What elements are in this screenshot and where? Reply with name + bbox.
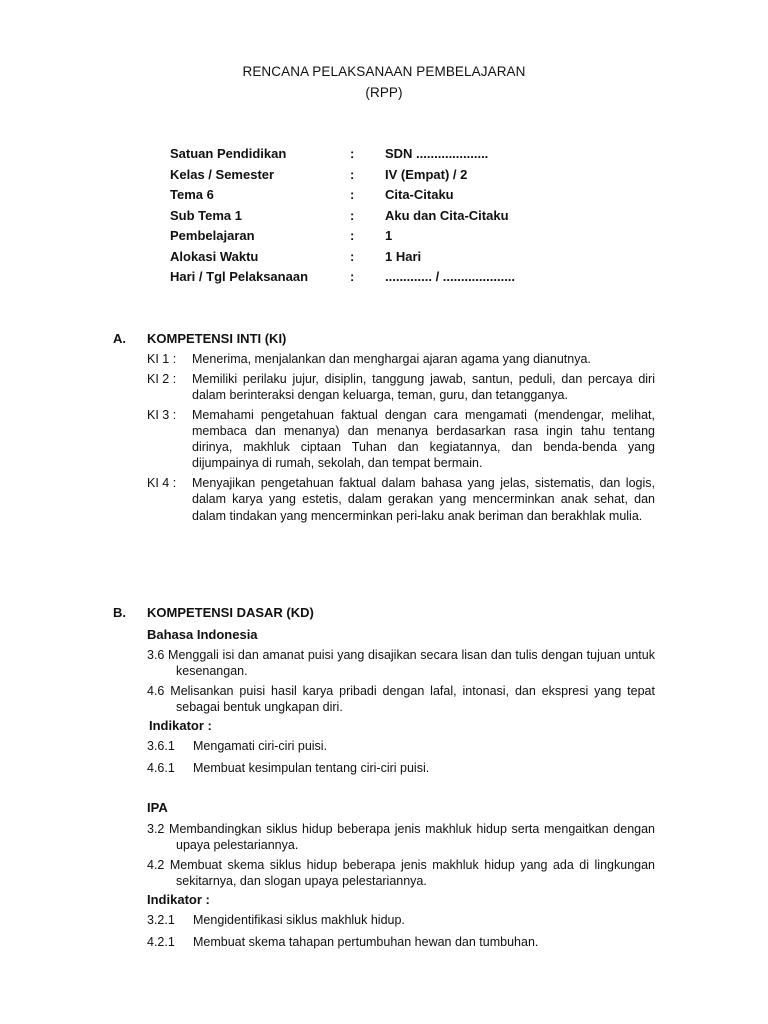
- subject-bahasa-indonesia: Bahasa Indonesia: [147, 627, 258, 642]
- ki-code: KI 3 :: [147, 407, 177, 422]
- identity-value: IV (Empat) / 2: [385, 166, 468, 182]
- identity-label: Kelas / Semester: [170, 166, 275, 182]
- indicator-line: [147, 913, 405, 927]
- identity-colon: :: [350, 166, 355, 182]
- identity-value: ............. / ....................: [385, 269, 516, 284]
- indicator-line: [147, 739, 327, 753]
- identity-colon: :: [350, 228, 355, 243]
- identity-colon: :: [350, 187, 355, 202]
- subject-ipa: IPA: [147, 800, 168, 815]
- section-title: KOMPETENSI DASAR (KD): [147, 605, 314, 620]
- identity-colon: :: [350, 269, 355, 284]
- ki-text: Memahami pengetahuan faktual dengan cara mengamati (mendengar, melihat, membaca dan menanya) dan menanya berdasarkan rasa ingin tahu tentang dirinya, makhluk ciptaan Tuhan dan kegiatannya, dan benda-benda yang dijumpainya di rumah, sekolah, dan tempat bermain.: [192, 407, 655, 471]
- identity-label: Hari / Tgl Pelaksanaan: [170, 269, 309, 284]
- kd-item: 3.2 Membandingkan siklus hidup beberapa jenis makhluk hidup serta mengaitkan dengan upaya pelestariannya.: [147, 822, 655, 853]
- identity-value: 1: [385, 228, 393, 243]
- kd-item: 4.6 Melisankan puisi hasil karya pribadi dengan lafal, intonasi, dan ekspresi yang tepat sebagai bentuk ungkapan diri.: [147, 684, 655, 715]
- section-letter: A.: [113, 331, 126, 346]
- identity-label: Satuan Pendidikan: [170, 146, 287, 161]
- identity-value: Aku dan Cita-Citaku: [385, 207, 509, 223]
- indicator-number: 4.6.1: [147, 761, 175, 775]
- kd-item: 4.2 Membuat skema siklus hidup beberapa jenis makhluk hidup yang ada di lingkungan sekitarnya, dan slogan upaya pelestariannya.: [147, 858, 655, 889]
- identity-colon: :: [350, 207, 355, 223]
- ki-text: Menerima, menjalankan dan menghargai ajaran agama yang dianutnya.: [192, 352, 591, 366]
- identity-label: Pembelajaran: [170, 228, 255, 243]
- ki-text: Memiliki perilaku jujur, disiplin, tanggung jawab, santun, peduli, dan percaya diri dalam berinteraksi dengan keluarga, teman, guru, dan tetangganya.: [192, 371, 655, 402]
- ki-code: KI 1 :: [147, 352, 177, 366]
- indicator-line: [147, 935, 538, 949]
- ki-item: [147, 351, 655, 367]
- ki-item: [147, 371, 655, 403]
- indicator-number: 3.2.1: [147, 913, 175, 927]
- indicator-title: Indikator :: [147, 892, 210, 907]
- identity-label: Sub Tema 1: [170, 207, 243, 223]
- ki-item: [147, 407, 655, 472]
- section-title: KOMPETENSI INTI (KI): [147, 331, 287, 346]
- ki-item: [147, 475, 655, 524]
- indicator-text: Membuat skema tahapan pertumbuhan hewan dan tumbuhan.: [193, 935, 539, 949]
- indicator-number: 4.2.1: [147, 935, 175, 949]
- ki-list: [147, 351, 655, 527]
- ki-code: KI 2 :: [147, 371, 177, 386]
- indicator-number: 3.6.1: [147, 739, 175, 753]
- ki-text: Menyajikan pengetahuan faktual dalam bahasa yang jelas, sistematis, dan logis, dalam karya yang estetis, dalam gerakan yang mencerminkan anak sehat, dan dalam tindakan yang mencerminkan peri-laku anak beriman dan berakhlak mulia.: [192, 476, 655, 523]
- identity-value: Cita-Citaku: [385, 187, 454, 202]
- indicator-text: Mengidentifikasi siklus makhluk hidup.: [193, 913, 405, 927]
- kd-list-ipa: [147, 821, 655, 893]
- document-subtitle: (RPP): [365, 85, 403, 100]
- document-title: RENCANA PELAKSANAAN PEMBELAJARAN: [242, 64, 526, 79]
- indicator-text: Mengamati ciri-ciri puisi.: [193, 739, 328, 753]
- identity-colon: :: [350, 146, 355, 161]
- section-letter: B.: [113, 605, 126, 620]
- ki-code: KI 4 :: [147, 476, 177, 491]
- identity-value: 1 Hari: [385, 248, 422, 264]
- identity-label: Alokasi Waktu: [170, 248, 259, 264]
- kd-item: 3.6 Menggali isi dan amanat puisi yang disajikan secara lisan dan tulis dengan tujuan untuk kesenangan.: [147, 648, 655, 679]
- identity-value: SDN ....................: [385, 146, 489, 161]
- indicator-text: Membuat kesimpulan tentang ciri-ciri puisi.: [193, 761, 430, 775]
- identity-colon: :: [350, 248, 355, 264]
- identity-label: Tema 6: [170, 187, 214, 202]
- indicator-title: Indikator :: [149, 718, 212, 733]
- kd-list-bahasa: [147, 647, 655, 719]
- indicator-line: [147, 761, 429, 775]
